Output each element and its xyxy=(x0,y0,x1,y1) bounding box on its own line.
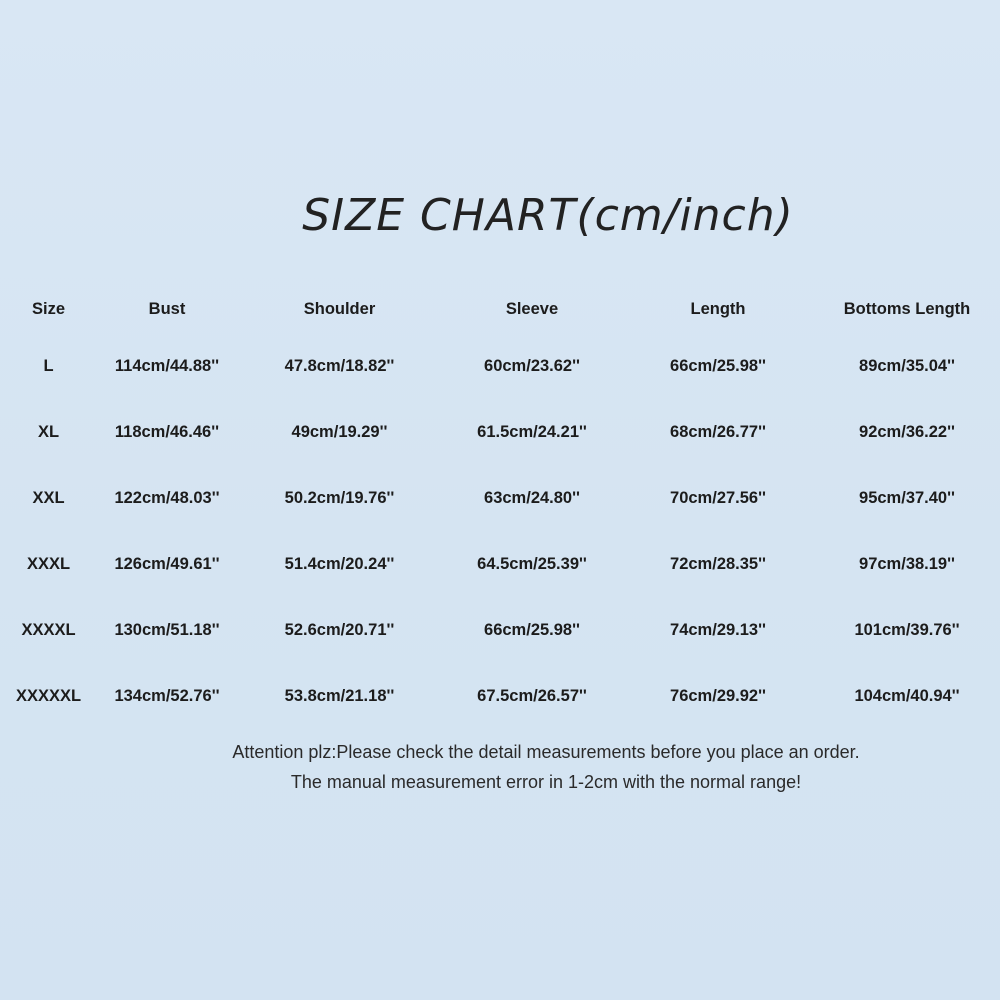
cell-size: XXL xyxy=(32,488,65,507)
column-header-bottoms-length: Bottoms Length xyxy=(843,299,971,318)
column-header-size: Size xyxy=(31,299,66,318)
cell-bottoms-length: 92cm/36.22'' xyxy=(859,422,955,441)
cell-length: 74cm/29.13'' xyxy=(670,620,766,639)
cell-bottoms-length: 95cm/37.40'' xyxy=(859,488,955,507)
table-row xyxy=(0,399,1000,465)
cell-size: XXXXL xyxy=(21,620,76,639)
table-header-row xyxy=(0,285,1000,333)
column-header-shoulder: Shoulder xyxy=(303,299,376,318)
size-table xyxy=(0,285,1000,729)
cell-bust: 114cm/44.88'' xyxy=(114,356,220,375)
cell-sleeve: 67.5cm/26.57'' xyxy=(477,686,587,705)
cell-sleeve: 63cm/24.80'' xyxy=(484,488,580,507)
cell-bust: 118cm/46.46'' xyxy=(114,422,220,441)
cell-shoulder: 52.6cm/20.71'' xyxy=(284,620,395,639)
cell-size: L xyxy=(43,356,54,375)
cell-bottoms-length: 89cm/35.04'' xyxy=(859,356,955,375)
cell-size: XXXXXL xyxy=(15,686,82,705)
note-line-error-range: The manual measurement error in 1-2cm with the normal range! xyxy=(290,772,802,792)
cell-length: 72cm/28.35'' xyxy=(670,554,766,573)
cell-size: XXXL xyxy=(26,554,71,573)
cell-bust: 134cm/52.76'' xyxy=(114,686,220,705)
cell-length: 66cm/25.98'' xyxy=(670,356,766,375)
column-header-bust: Bust xyxy=(148,299,186,318)
table-row xyxy=(0,663,1000,729)
cell-sleeve: 64.5cm/25.39'' xyxy=(477,554,587,573)
cell-shoulder: 50.2cm/19.76'' xyxy=(284,488,395,507)
cell-shoulder: 53.8cm/21.18'' xyxy=(284,686,395,705)
cell-bust: 126cm/49.61'' xyxy=(114,554,220,573)
table-row xyxy=(0,333,1000,399)
cell-shoulder: 47.8cm/18.82'' xyxy=(284,356,395,375)
table-row xyxy=(0,465,1000,531)
cell-bottoms-length: 101cm/39.76'' xyxy=(854,620,960,639)
cell-length: 76cm/29.92'' xyxy=(670,686,766,705)
cell-bottoms-length: 97cm/38.19'' xyxy=(859,554,955,573)
cell-size: XL xyxy=(37,422,60,441)
cell-sleeve: 66cm/25.98'' xyxy=(484,620,580,639)
cell-shoulder: 49cm/19.29'' xyxy=(291,422,388,441)
cell-sleeve: 61.5cm/24.21'' xyxy=(477,422,587,441)
cell-length: 68cm/26.77'' xyxy=(670,422,766,441)
table-row xyxy=(0,531,1000,597)
table-row xyxy=(0,597,1000,663)
measurement-note xyxy=(0,737,1000,797)
cell-length: 70cm/27.56'' xyxy=(670,488,766,507)
cell-bust: 130cm/51.18'' xyxy=(114,620,220,639)
cell-sleeve: 60cm/23.62'' xyxy=(484,356,580,375)
cell-shoulder: 51.4cm/20.24'' xyxy=(284,554,395,573)
note-line-attention: Attention plz:Please check the detail measurements before you place an order. xyxy=(232,742,860,762)
column-header-length: Length xyxy=(690,299,746,318)
cell-bottoms-length: 104cm/40.94'' xyxy=(854,686,960,705)
page-title: SIZE CHART(cm/inch) xyxy=(302,190,794,241)
cell-bust: 122cm/48.03'' xyxy=(114,488,220,507)
column-header-sleeve: Sleeve xyxy=(505,299,559,318)
